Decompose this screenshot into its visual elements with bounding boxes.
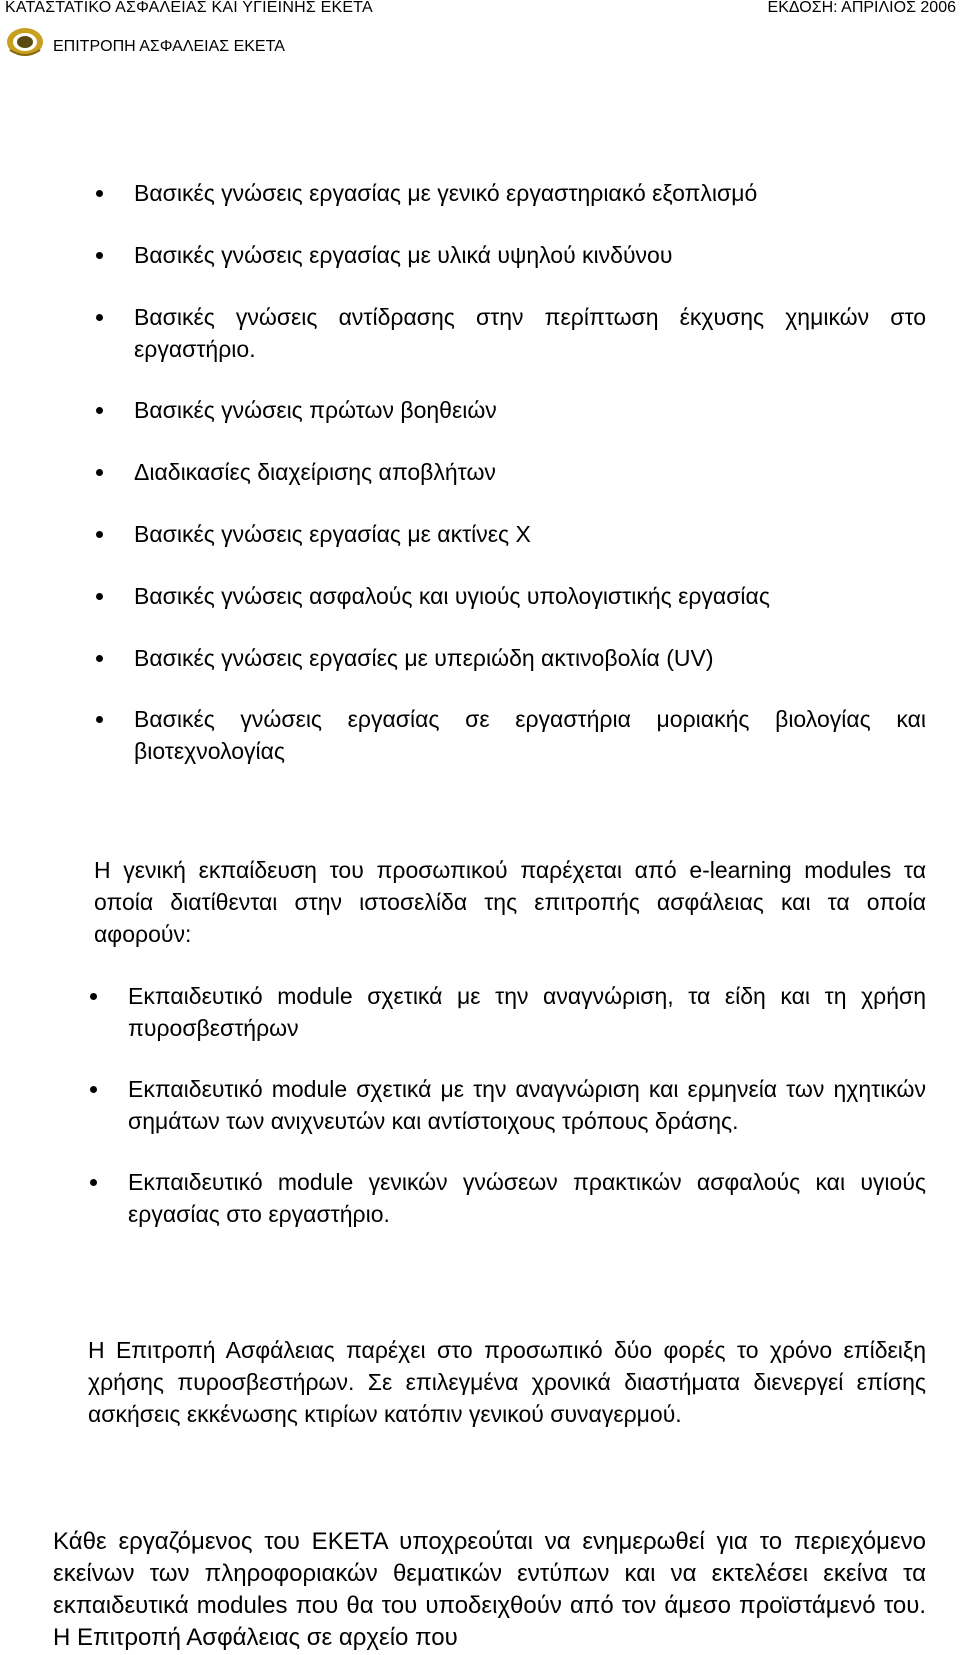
bullet-icon [96,314,103,321]
bullet-icon [96,190,103,197]
list-item: Βασικές γνώσεις εργασίας με ακτίνες Χ [134,518,926,550]
list-item: Βασικές γνώσεις πρώτων βοηθειών [134,394,926,426]
elearning-paragraph: Η γενική εκπαίδευση του προσωπικού παρέχεται από e-learning modules τα οποία διατίθενται στην ιστοσελίδα της επιτροπής ασφάλειας και τα οποία αφορούν: [94,857,926,947]
list-item: Διαδικασίες διαχείρισης αποβλήτων [134,456,926,488]
document-title: ΚΑΤΑΣΤΑΤΙΚΟ ΑΣΦΑΛΕΙΑΣ ΚΑΙ ΥΓΙΕΙΝΗΣ ΕΚΕΤΑ [5,0,373,16]
training-topics-list [134,177,926,767]
bullet-icon [96,469,103,476]
fire-drill-paragraph: Η Επιτροπή Ασφάλειας παρέχει στο προσωπικό δύο φορές το χρόνο επίδειξη χρήσης πυροσβεστήρων. Σε επιλεγμένα χρονικά διαστήματα διενεργεί επίσης ασκήσεις εκκένωσης κτιρίων κατόπιν γενικού συναγερμού. [88,1337,926,1427]
bullet-icon [96,716,103,723]
list-item: Βασικές γνώσεις εργασίες με υπεριώδη ακτινοβολία (UV) [134,642,926,674]
bullet-icon [96,531,103,538]
bullet-icon [90,993,97,1000]
bullet-icon [96,593,103,600]
list-item: Βασικές γνώσεις αντίδρασης στην περίπτωση έκχυσης χημικών στο εργαστήριο. [134,301,926,365]
edition-date: ΕΚΔΟΣΗ: ΑΠΡΙΛΙΟΣ 2006 [767,0,956,16]
committee-logo-icon [4,26,46,58]
list-item: Εκπαιδευτικό module σχετικά με την αναγνώριση, τα είδη και τη χρήση πυροσβεστήρων [128,980,926,1044]
bullet-icon [90,1179,97,1186]
list-item: Βασικές γνώσεις ασφαλούς και υγιούς υπολογιστικής εργασίας [134,580,926,612]
page-header [0,0,960,64]
list-item: Βασικές γνώσεις εργασίας σε εργαστήρια μοριακής βιολογίας και βιοτεχνολογίας [134,703,926,767]
list-item: Εκπαιδευτικό module γενικών γνώσεων πρακτικών ασφαλούς και υγιούς εργασίας στο εργαστήριο. [128,1166,926,1230]
committee-name: ΕΠΙΤΡΟΠΗ ΑΣΦΑΛΕΙΑΣ ΕΚΕΤΑ [53,38,285,55]
bullet-icon [96,252,103,259]
list-item: Εκπαιδευτικό module σχετικά με την αναγνώριση και ερμηνεία των ηχητικών σημάτων των ανιχνευτών και αντίστοιχους τρόπους δράσης. [128,1073,926,1137]
bullet-icon [96,655,103,662]
list-item: Βασικές γνώσεις εργασίας με υλικά υψηλού κινδύνου [134,239,926,271]
elearning-modules-list [128,980,926,1230]
list-item: Βασικές γνώσεις εργασίας με γενικό εργαστηριακό εξοπλισμό [134,177,926,209]
bullet-icon [96,407,103,414]
bullet-icon [90,1086,97,1093]
employee-obligation-paragraph: Κάθε εργαζόμενος του ΕΚΕΤΑ υποχρεούται να ενημερωθεί για το περιεχόμενο εκείνων των πληροφοριακών θεματικών εντύπων και να εκτελέσει εκείνα τα εκπαιδευτικά modules που θα του υποδειχθούν από τον άμεσο προϊστάμενό του. Η Επιτροπή Ασφάλειας σε αρχείο που [53,1528,926,1651]
